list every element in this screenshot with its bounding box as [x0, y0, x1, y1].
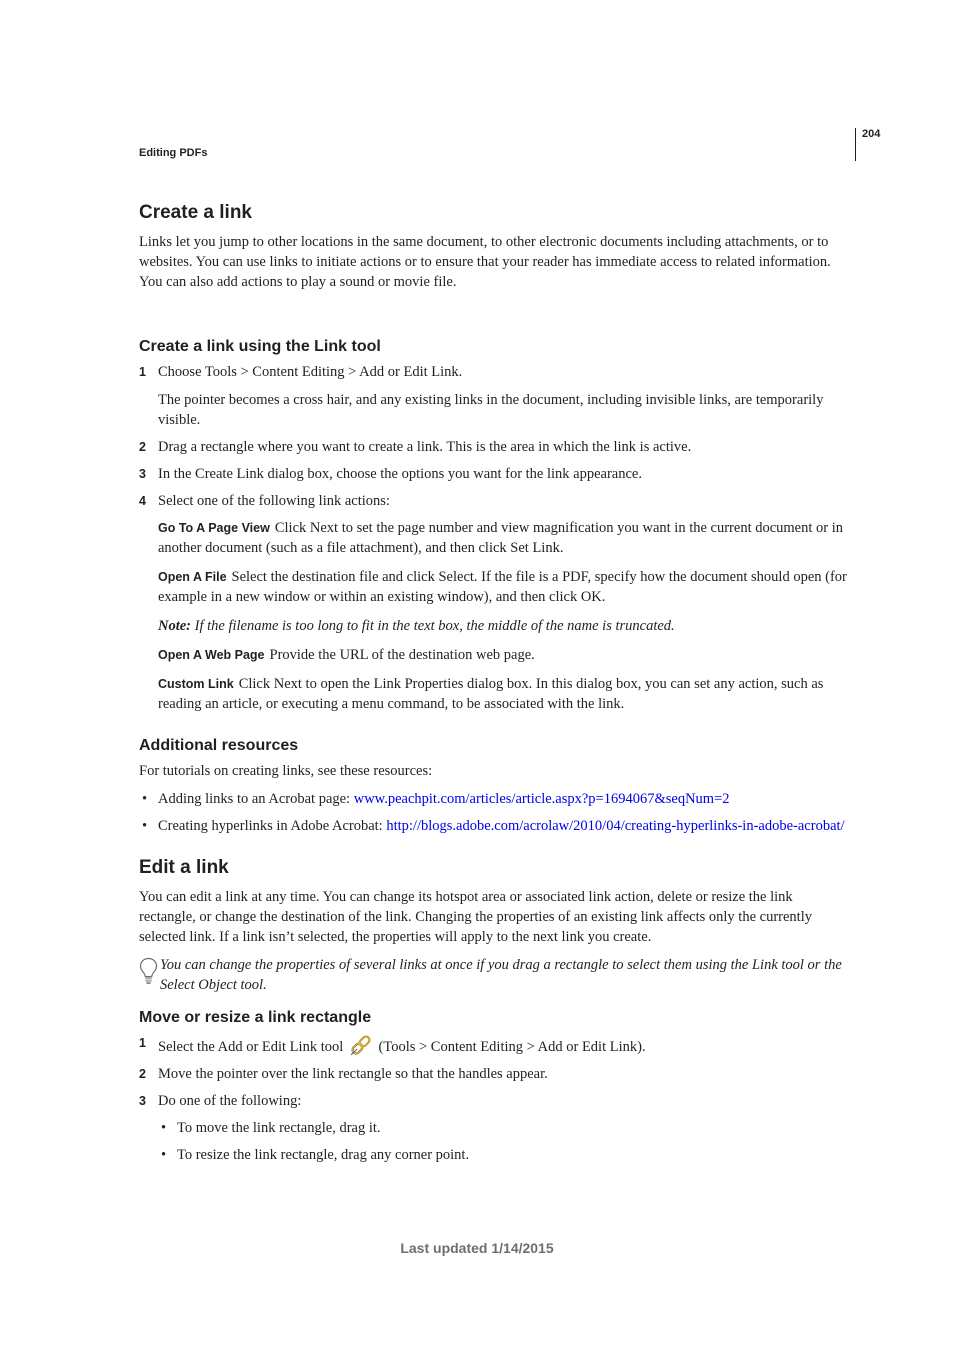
note-text: If the filename is too long to fit in the text box, the middle of the name is truncated. — [194, 618, 675, 634]
action-definition — [158, 674, 851, 714]
step-text-before-icon: Select the Add or Edit Link tool — [158, 1039, 344, 1055]
link-tool-icon — [349, 1033, 373, 1057]
action-definition — [158, 567, 851, 607]
step-number: 1 — [139, 1036, 146, 1050]
step-subtext: The pointer becomes a cross hair, and any existing links in the document, including invisible links, are temporarily visible. — [158, 392, 824, 428]
step-text-after-icon: (Tools > Content Editing > Add or Edit Link). — [378, 1039, 646, 1055]
resource-item — [139, 816, 851, 836]
step-text: Do one of the following: — [158, 1093, 302, 1109]
edit-link-intro: You can edit a link at any time. You can change its hotspot area or associated link action, delete or resize the link rectangle, or change the destination of the link. Changing the properties of an existing link affects only the currently selected link. If a link isn’t selected, the properties will apply to the next link you create. — [139, 889, 812, 945]
move-resize-options — [158, 1118, 851, 1165]
filename-note — [158, 616, 851, 636]
resource-item — [139, 789, 851, 809]
page-content — [139, 200, 851, 1172]
resources-list — [139, 789, 851, 836]
step-item — [139, 491, 851, 511]
bullet-icon: • — [142, 818, 148, 834]
step-text: Move the pointer over the link rectangle so that the handles appear. — [158, 1066, 548, 1082]
subsection-title-additional-resources: Additional resources — [139, 737, 299, 754]
lightbulb-icon — [139, 957, 158, 985]
step-item — [139, 1064, 851, 1084]
section-title-edit-link: Edit a link — [139, 857, 229, 878]
step-number: 3 — [139, 467, 146, 481]
step-number: 3 — [139, 1094, 146, 1108]
action-term: Open A Web Page — [158, 648, 265, 662]
footer-last-updated: Last updated 1/14/2015 — [400, 1240, 554, 1256]
action-description: Click Next to set the page number and view magnification you want in the current document or in another document (such as a file attachment), and then click Set Link. — [158, 520, 844, 556]
action-term: Custom Link — [158, 677, 234, 691]
step-item — [139, 362, 851, 430]
step-number: 2 — [139, 1067, 146, 1081]
resource-label: Adding links to an Acrobat page: — [158, 791, 354, 807]
step-item — [139, 437, 851, 457]
adobe-blog-link[interactable]: http://blogs.adobe.com/acrolaw/2010/04/creating-hyperlinks-in-adobe-acrobat/ — [386, 818, 845, 834]
step-text: Drag a rectangle where you want to create a link. This is the area in which the link is active. — [158, 439, 692, 455]
link-tool-steps — [139, 362, 851, 511]
subsection-title-link-tool: Create a link using the Link tool — [139, 338, 381, 355]
action-description: Click Next to open the Link Properties dialog box. In this dialog box, you can set any action, such as reading an article, or executing a menu command, to be associated with the link. — [158, 676, 824, 712]
step-item — [139, 1091, 851, 1111]
page-number-rule — [855, 128, 856, 161]
step-number: 1 — [139, 365, 146, 379]
bullet-icon: • — [142, 791, 148, 807]
option-item — [158, 1145, 851, 1165]
resources-intro: For tutorials on creating links, see these resources: — [139, 763, 433, 779]
action-description: Provide the URL of the destination web page. — [269, 647, 535, 663]
tip-paragraph — [139, 955, 851, 995]
action-description: Select the destination file and click Select. If the file is a PDF, specify how the document should open (for example in a new window or within an existing window), and then click OK. — [158, 569, 847, 605]
peachpit-link[interactable]: www.peachpit.com/articles/article.aspx?p=1694067&seqNum=2 — [353, 791, 730, 807]
tip-text: You can change the properties of several links at once if you drag a rectangle to select them using the Link tool or the Select Object tool. — [160, 957, 842, 993]
step-item — [139, 1033, 851, 1057]
bullet-icon: • — [161, 1120, 167, 1136]
action-definition — [158, 645, 851, 665]
note-label: Note: — [158, 618, 192, 634]
running-head: Editing PDFs — [139, 147, 208, 159]
create-link-intro: Links let you jump to other locations in the same document, to other electronic documents including attachments, or to websites. You can use links to initiate actions or to ensure that your reader has immediate access to related information. You can also add actions to play a sound or movie file. — [139, 234, 831, 290]
action-term: Open A File — [158, 570, 227, 584]
subsection-title-move-resize: Move or resize a link rectangle — [139, 1009, 372, 1026]
option-text: To move the link rectangle, drag it. — [177, 1120, 381, 1136]
page-number: 204 — [862, 128, 881, 140]
step-item — [139, 464, 851, 484]
option-text: To resize the link rectangle, drag any corner point. — [177, 1147, 470, 1163]
step-text: In the Create Link dialog box, choose the options you want for the link appearance. — [158, 466, 642, 482]
bullet-icon: • — [161, 1147, 167, 1163]
step-text: Choose Tools > Content Editing > Add or Edit Link. — [158, 364, 463, 380]
section-title-create-link: Create a link — [139, 202, 252, 223]
resource-label: Creating hyperlinks in Adobe Acrobat: — [158, 818, 387, 834]
action-term: Go To A Page View — [158, 521, 270, 535]
step-number: 2 — [139, 440, 146, 454]
step-text: Select one of the following link actions: — [158, 493, 390, 509]
step-number: 4 — [139, 494, 146, 508]
move-resize-steps — [139, 1033, 851, 1111]
option-item — [158, 1118, 851, 1138]
action-definition — [158, 518, 851, 558]
